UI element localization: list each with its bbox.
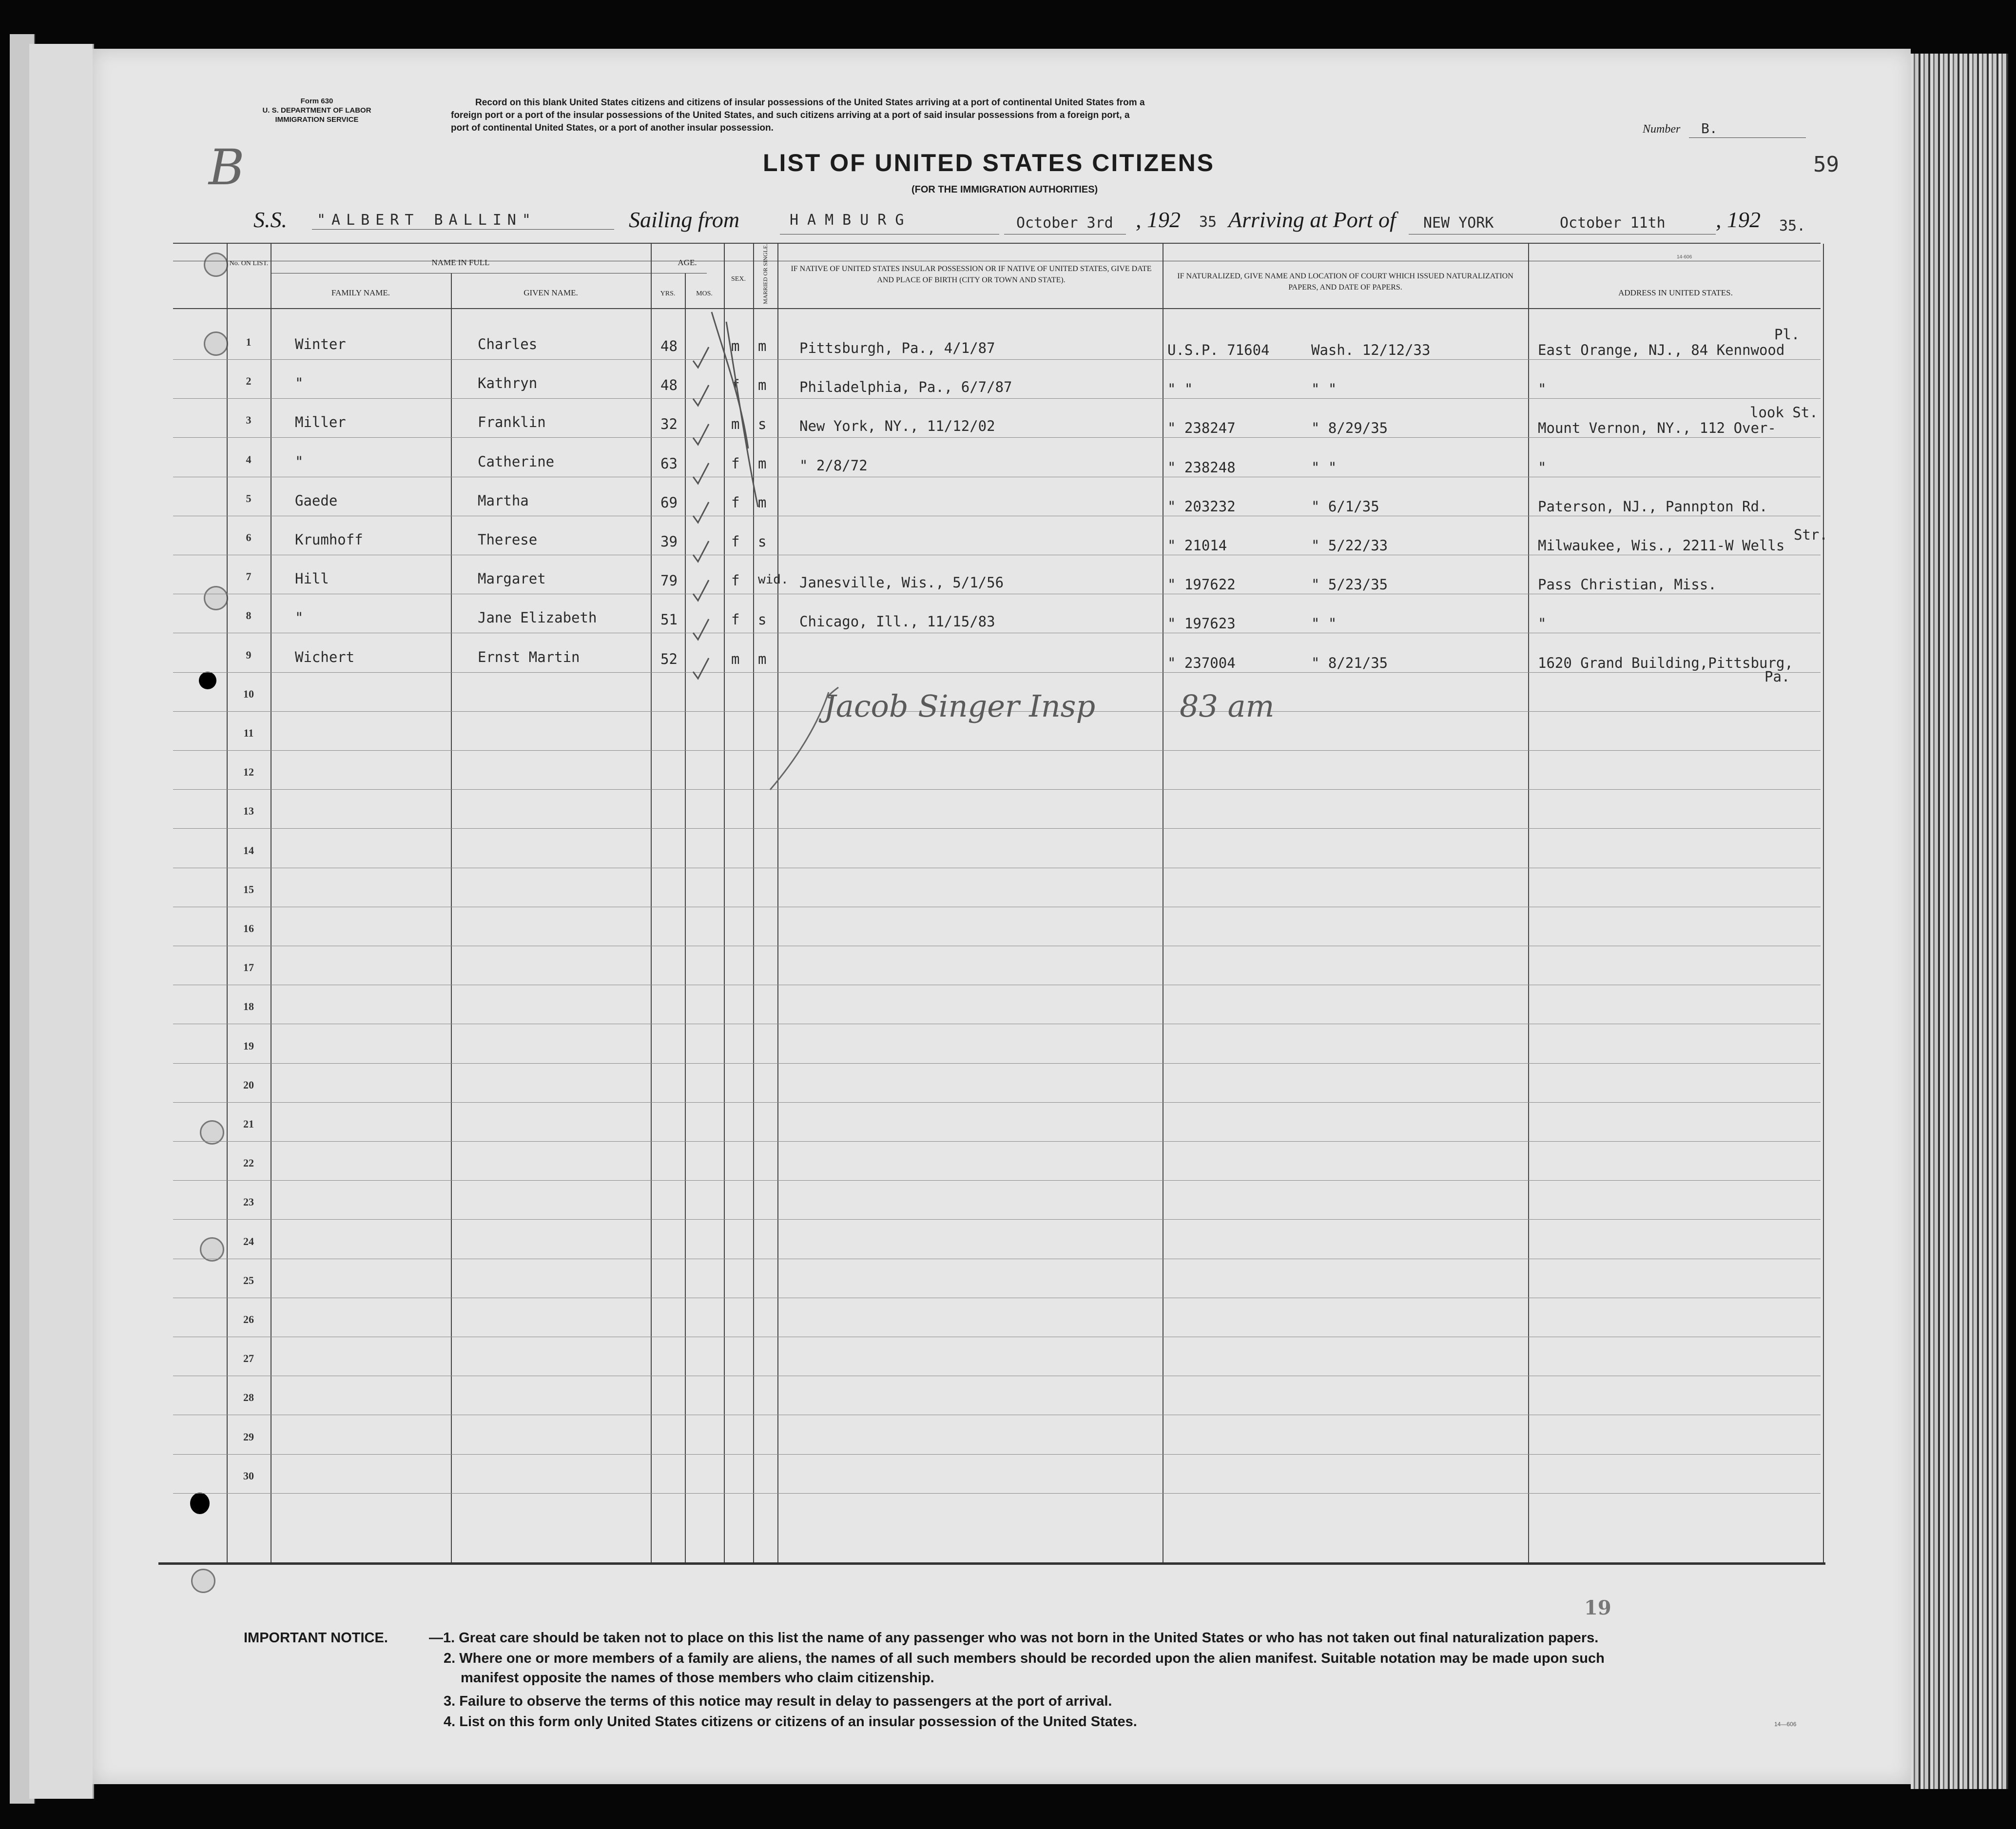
given-name-cell: Jane Elizabeth [478,609,597,626]
row-number: 26 [243,1313,254,1325]
header-bottom-rule [173,308,1821,309]
row-rule [173,1219,1821,1220]
birth-place-cell: " 2/8/72 [799,457,868,474]
row-number: 6 [246,531,252,544]
age-years-cell: 51 [660,611,678,628]
given-name-cell: Ernst Martin [478,648,580,665]
address-continuation-cell: Pl. [1774,326,1800,343]
form-instruction-line: port of continental United States, or a port of another insular possession. [451,123,774,133]
header-married-single: MARRIED OR SINGLE. [762,244,769,304]
naturalization-date-cell: " " [1311,615,1337,632]
sex-cell: m [731,650,740,667]
row-rule [173,398,1821,399]
column-divider [451,273,452,1562]
checkmark [693,385,709,406]
stacked-page-edges [1911,54,2008,1789]
marital-status-cell: m [758,494,767,511]
sex-cell: f [731,611,740,628]
binding-margin [29,44,94,1799]
address-cell: East Orange, NJ., 84 Kennwood [1538,342,1785,358]
family-name-cell: Wichert [295,648,355,665]
sex-cell: f [731,572,740,589]
row-rule [173,1063,1821,1064]
signature-note: 83 am [1180,688,1275,724]
arrival-date: October 11th [1560,214,1666,232]
notice-item-4: 4. List on this form only United States citizens or citizens of an insular possession of the United States. [444,1714,1137,1730]
ship-name: "ALBERT BALLIN" [317,212,537,229]
marital-status-cell: m [758,650,767,667]
column-divider [1528,244,1529,1562]
age-years-cell: 32 [660,416,678,433]
family-name-cell: " [295,609,304,626]
naturalization-number-cell: " 237004 [1167,654,1236,671]
age-years-cell: 48 [660,338,678,354]
sex-cell: f [731,455,740,472]
department-name: U. S. DEPARTMENT OF LABOR [262,106,371,115]
tiny-print-code: 14-606 [1677,254,1692,260]
family-name-cell: " [295,453,304,470]
naturalization-number-cell: " 238248 [1167,459,1236,476]
punch-hole [190,1493,210,1514]
arriving-label: Arriving at Port of [1228,207,1396,232]
header-given-name: GIVEN NAME. [523,288,578,297]
hole-reinforcement [191,1569,215,1593]
row-number: 18 [243,1000,254,1013]
sex-cell: m [731,338,740,354]
marital-status-cell: s [758,533,767,550]
naturalization-date-cell: " 5/23/35 [1311,576,1388,593]
naturalization-date-cell: " 8/29/35 [1311,420,1388,437]
check-stroke [712,312,748,448]
checkmark [693,502,709,523]
naturalization-number-cell: " 197623 [1167,615,1236,632]
family-name-cell: Gaede [295,492,338,509]
row-number: 17 [243,961,254,974]
form-number: Form 630 [300,97,333,105]
form-instruction-line: Record on this blank United States citizens and citizens of insular possessions of the United States arriving at a port of continental United States from a [475,97,1145,108]
marital-status-cell: wid. [758,572,789,587]
row-number: 24 [243,1235,254,1247]
naturalization-number-cell: " 197622 [1167,576,1236,593]
row-number: 12 [243,766,254,778]
hole-reinforcement [204,586,228,610]
age-years-cell: 48 [660,377,678,394]
marital-status-cell: s [758,611,767,628]
row-number: 27 [243,1352,254,1365]
naturalization-number-cell: " " [1167,381,1193,398]
address-continuation-cell: look St. [1750,404,1818,421]
form-instruction-line: foreign port or a port of the insular possessions of the United States, and such citizens arriving at a port of said insular possessions from a foreign port, a [451,110,1130,120]
naturalization-date-cell: " 6/1/35 [1311,498,1379,515]
arrival-year-prefix: , 192 [1716,207,1761,232]
row-rule [173,1454,1821,1455]
sheet-count: 19 [1584,1596,1611,1619]
row-number: 13 [243,805,254,817]
age-years-cell: 63 [660,455,678,472]
family-name-cell: Krumhoff [295,531,363,548]
row-rule [173,1180,1821,1181]
table-bottom-rule [158,1562,1825,1565]
row-number: 7 [246,570,252,583]
row-number: 8 [246,609,252,622]
checkmark [693,541,709,562]
checkmark [693,463,709,484]
footer-code: 14—606 [1774,1721,1797,1728]
number-value: B. [1701,120,1718,136]
naturalization-number-cell: " 21014 [1167,537,1227,554]
row-number: 11 [243,727,254,739]
naturalization-number-cell: U.S.P. 71604 [1167,342,1270,358]
notice-label: IMPORTANT NOTICE. [244,1630,388,1646]
page-title: LIST OF UNITED STATES CITIZENS [763,149,1215,176]
notice-item-3: 3. Failure to observe the terms of this notice may result in delay to passengers at the port of arrival. [444,1693,1112,1709]
family-name-cell: Miller [295,414,346,431]
row-number: 16 [243,922,254,934]
header-family-name: FAMILY NAME. [331,288,390,297]
header-address: ADDRESS IN UNITED STATES. [1618,288,1733,297]
address-cell: Mount Vernon, NY., 112 Over- [1538,420,1776,437]
birth-place-cell: Philadelphia, Pa., 6/7/87 [799,379,1012,396]
address-cell: 1620 Grand Building,Pittsburg, [1538,654,1793,671]
birth-place-cell: New York, NY., 11/12/02 [799,418,995,435]
row-number: 14 [243,844,254,856]
header-naturalization: IF NATURALIZED, GIVE NAME AND LOCATION OF COURT WHICH ISSUED NATURALIZATION PAPERS, AND DATE OF PAPERS. [1177,272,1513,292]
row-number: 5 [246,492,252,505]
number-label: Number [1643,123,1681,136]
page-number: 59 [1813,152,1839,177]
row-number: 23 [243,1196,254,1208]
marital-status-cell: m [758,455,767,472]
row-number: 21 [243,1118,254,1130]
row-number: 15 [243,883,254,895]
given-name-cell: Therese [478,531,538,548]
naturalization-number-cell: " 238247 [1167,420,1236,437]
sailing-from-label: Sailing from [629,207,740,232]
arrival-port: NEW YORK [1423,214,1494,232]
sailing-year: 35 [1199,214,1217,231]
table-right-edge [1823,244,1824,1562]
column-divider [227,244,228,1562]
arrival-year: 35. [1779,217,1806,234]
given-name-cell: Charles [478,336,538,352]
number-underline [1689,137,1806,138]
header-months: MOS. [696,290,713,297]
birth-place-cell: Janesville, Wis., 5/1/56 [799,574,1004,591]
row-number: 2 [246,375,252,388]
row-rule [173,1493,1821,1494]
family-name-cell: Hill [295,570,329,587]
row-number: 3 [246,414,252,427]
naturalization-date-cell: " 8/21/35 [1311,654,1388,671]
age-years-cell: 69 [660,494,678,511]
naturalization-number-cell: " 203232 [1167,498,1236,515]
header-no-on-list: No. ON LIST. [229,260,269,267]
age-years-cell: 52 [660,650,678,667]
sex-cell: f [731,494,740,511]
notice-item-2: 2. Where one or more members of a family are aliens, the names of all such members should be recorded upon the alien manifest. Suitable notation may be made upon such [444,1651,1605,1666]
row-number: 20 [243,1078,254,1091]
inspector-signature [756,673,1316,799]
corner-mark: B [209,139,245,196]
age-years-cell: 39 [660,533,678,550]
marital-status-cell: s [758,416,767,433]
address-cell: Pass Christian, Miss. [1538,576,1717,593]
sex-cell: m [731,416,740,433]
sex-cell: f [731,533,740,550]
row-rule [173,1102,1821,1103]
page-subtitle: (FOR THE IMMIGRATION AUTHORITIES) [911,184,1098,195]
table-top-rule [173,243,1821,244]
row-number: 10 [243,687,254,700]
address-cell: " [1538,381,1547,398]
row-number: 4 [246,453,252,466]
notice-item-1: —1. Great care should be taken not to place on this list the name of any passenger who was not born in the United States or who has not taken out final naturalization papers. [429,1630,1599,1646]
header-years: YRS. [660,290,676,297]
marital-status-cell: m [758,377,767,394]
row-number: 25 [243,1274,254,1286]
sex-cell: f [731,377,740,394]
given-name-cell: Franklin [478,414,546,431]
birth-place-cell: Pittsburgh, Pa., 4/1/87 [799,340,995,356]
row-rule [173,1141,1821,1142]
marital-status-cell: m [758,338,767,354]
family-name-cell: Winter [295,336,346,352]
checkmark [693,658,709,679]
checkmark-column [682,302,790,692]
naturalization-date-cell: Wash. 12/12/33 [1311,342,1431,358]
header-age: AGE. [678,258,697,267]
family-name-cell: " [295,375,304,392]
naturalization-date-cell: " " [1311,381,1337,398]
naturalization-date-cell: " " [1311,459,1337,476]
sailing-date: October 3rd [1016,214,1113,232]
address-continuation-cell: Pa. [1764,668,1790,685]
header-birth-place: IF NATIVE OF UNITED STATES INSULAR POSSESSION OR IF NATIVE OF UNITED STATES, GIVE DATE AND PLACE OF BIRTH (CITY OR TOWN AND STATE). [791,265,1152,284]
row-number: 1 [246,336,252,348]
hole-reinforcement [204,253,228,277]
birth-place-cell: Chicago, Ill., 11/15/83 [799,613,995,630]
row-number: 22 [243,1157,254,1169]
notice-item-2-cont: manifest opposite the names of those members who claim citizenship. [461,1670,934,1686]
given-name-cell: Martha [478,492,529,509]
ship-underline [312,229,614,230]
checkmark [693,580,709,601]
punch-hole [199,672,216,689]
row-number: 19 [243,1039,254,1052]
sailing-port: HAMBURG [790,212,913,229]
address-cell: " [1538,459,1547,476]
ledger-page [93,49,1911,1784]
checkmark [693,424,709,445]
hole-reinforcement [200,1237,224,1262]
address-continuation-cell: Str. [1794,526,1828,543]
row-number: 28 [243,1391,254,1404]
row-rule [173,828,1821,829]
service-name: IMMIGRATION SERVICE [275,116,359,124]
address-cell: Paterson, NJ., Pannpton Rd. [1538,498,1768,515]
signature-text: Jacob Singer Insp [824,688,1096,724]
hole-reinforcement [204,331,228,356]
column-divider [651,244,652,1562]
row-rule [173,437,1821,438]
naturalization-date-cell: " 5/22/33 [1311,537,1388,554]
given-name-cell: Margaret [478,570,546,587]
row-number: 9 [246,648,252,661]
given-name-cell: Kathryn [478,375,538,392]
sailing-year-prefix: , 192 [1136,207,1181,232]
checkmark [693,619,709,640]
row-rule [173,359,1821,360]
row-number: 30 [243,1469,254,1482]
row-number: 29 [243,1430,254,1443]
header-sex: SEX. [731,275,746,283]
address-cell: " [1538,615,1547,632]
age-years-cell: 79 [660,572,678,589]
given-name-cell: Catherine [478,453,555,470]
address-cell: Milwaukee, Wis., 2211-W Wells [1538,537,1785,554]
ss-label: S.S. [253,207,287,232]
checkmark [693,347,709,368]
header-name-in-full: NAME IN FULL [431,258,490,267]
